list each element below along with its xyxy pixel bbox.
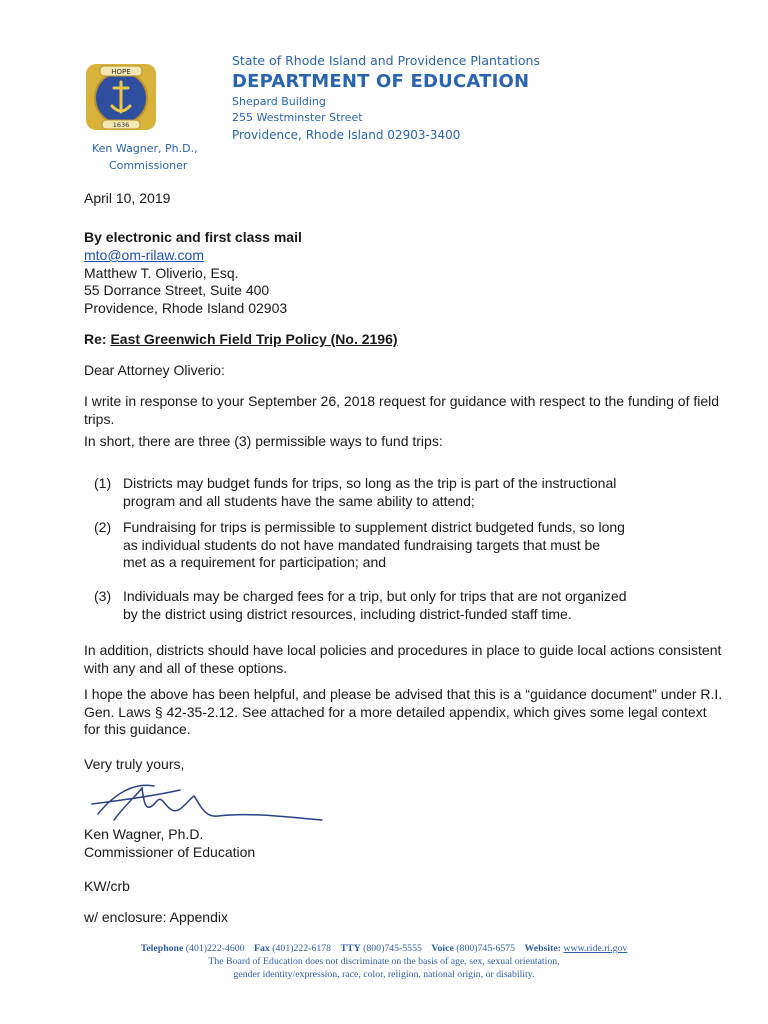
paragraph-addition: In addition, districts should have local policies and procedures in place to guide local actions consistent with any and all of these options. xyxy=(84,642,722,676)
telephone-label: Telephone xyxy=(140,943,184,954)
recipient-city: Providence, Rhode Island 02903 xyxy=(84,299,288,316)
letterhead-address xyxy=(232,94,460,143)
delivery-method: By electronic and first class mail xyxy=(84,229,302,245)
letter-date: April 10, 2019 xyxy=(84,190,171,206)
website-label: Website: xyxy=(524,943,561,954)
recipient-block xyxy=(84,247,287,317)
letterhead-state: State of Rhode Island and Providence Plantations xyxy=(232,53,540,68)
subject-line xyxy=(84,331,398,349)
list-item xyxy=(94,588,694,623)
list-item-line: program and all students have the same ability to attend; xyxy=(123,492,475,509)
list-item-line: met as a requirement for participation; and xyxy=(123,554,387,570)
list-item-line: Districts may budget funds for trips, so long as the trip is part of the instructional xyxy=(123,475,617,491)
voice-number: (800)745-6575 xyxy=(456,943,516,954)
fax-label: Fax xyxy=(254,943,270,954)
paragraph-guidance: I hope the above has been helpful, and please be advised that this is a “guidance document” under R.I. Gen. Laws § 42-35-2.12. See attached for a more detailed appendix, which gives some legal context for this guidance. xyxy=(84,686,723,737)
salutation: Dear Attorney Oliverio: xyxy=(84,362,225,378)
footer-contacts xyxy=(0,942,768,955)
voice-label: Voice xyxy=(431,943,454,954)
subject-title: East Greenwich Field Trip Policy (No. 2196) xyxy=(110,331,398,347)
signer-title: Commissioner of Education xyxy=(84,843,256,860)
list-item-number: (3) xyxy=(94,588,112,604)
paragraph-short: In short, there are three (3) permissible ways to fund trips: xyxy=(84,433,443,449)
fax-number: (401)222-6178 xyxy=(272,943,332,954)
signature-image xyxy=(84,774,334,830)
letterhead-footer xyxy=(0,942,768,981)
list-item-number: (1) xyxy=(94,475,112,491)
footer-notice-line: gender identity/expression, race, color, religion, national origin, or disability. xyxy=(233,969,535,980)
closing: Very truly yours, xyxy=(84,756,185,772)
list-item-line: as individual students do not have mandated fundraising targets that must be xyxy=(123,536,601,553)
address-street: 255 Westminster Street xyxy=(232,111,363,124)
letterhead-commissioner xyxy=(92,140,198,174)
recipient-email-link[interactable]: mto@om-rilaw.com xyxy=(84,247,205,263)
list-item xyxy=(94,519,694,572)
letterhead-department: DEPARTMENT OF EDUCATION xyxy=(232,71,530,92)
telephone-number: (401)222-4600 xyxy=(185,943,245,954)
enclosure-note: w/ enclosure: Appendix xyxy=(84,909,228,925)
list-item-line: Individuals may be charged fees for a trip, but only for trips that are not organized xyxy=(123,588,627,604)
footer-notice-line: The Board of Education does not discriminate on the basis of age, sex, sexual orientation, xyxy=(208,956,560,967)
state-seal-logo xyxy=(84,58,158,136)
list-item-number: (2) xyxy=(94,519,112,535)
recipient-name: Matthew T. Oliverio, Esq. xyxy=(84,264,239,281)
tty-number: (800)745-5555 xyxy=(363,943,422,954)
tty-label: TTY xyxy=(340,943,361,954)
address-city: Providence, Rhode Island 02903-3400 xyxy=(232,128,461,142)
typist-initials: KW/crb xyxy=(84,878,130,894)
list-item-line: by the district using district resources, including district-funded staff time. xyxy=(123,605,572,622)
recipient-street: 55 Dorrance Street, Suite 400 xyxy=(84,282,270,298)
list-item-line: Fundraising for trips is permissible to supplement district budgeted funds, so long xyxy=(123,519,625,535)
address-building: Shepard Building xyxy=(232,95,326,108)
commissioner-title: Commissioner xyxy=(109,159,188,172)
list-item xyxy=(94,475,694,510)
website-link[interactable]: www.ride.ri.gov xyxy=(563,943,628,954)
commissioner-name: Ken Wagner, Ph.D., xyxy=(92,142,198,155)
subject-prefix: Re: xyxy=(84,331,107,347)
signer-block xyxy=(84,826,255,861)
seal-motto: HOPE xyxy=(111,68,131,76)
seal-year: 1636 xyxy=(112,121,130,129)
paragraph-intro: I write in response to your September 26, 2018 request for guidance with respect to the funding of field trips. xyxy=(84,393,720,427)
signer-name: Ken Wagner, Ph.D. xyxy=(84,826,204,842)
